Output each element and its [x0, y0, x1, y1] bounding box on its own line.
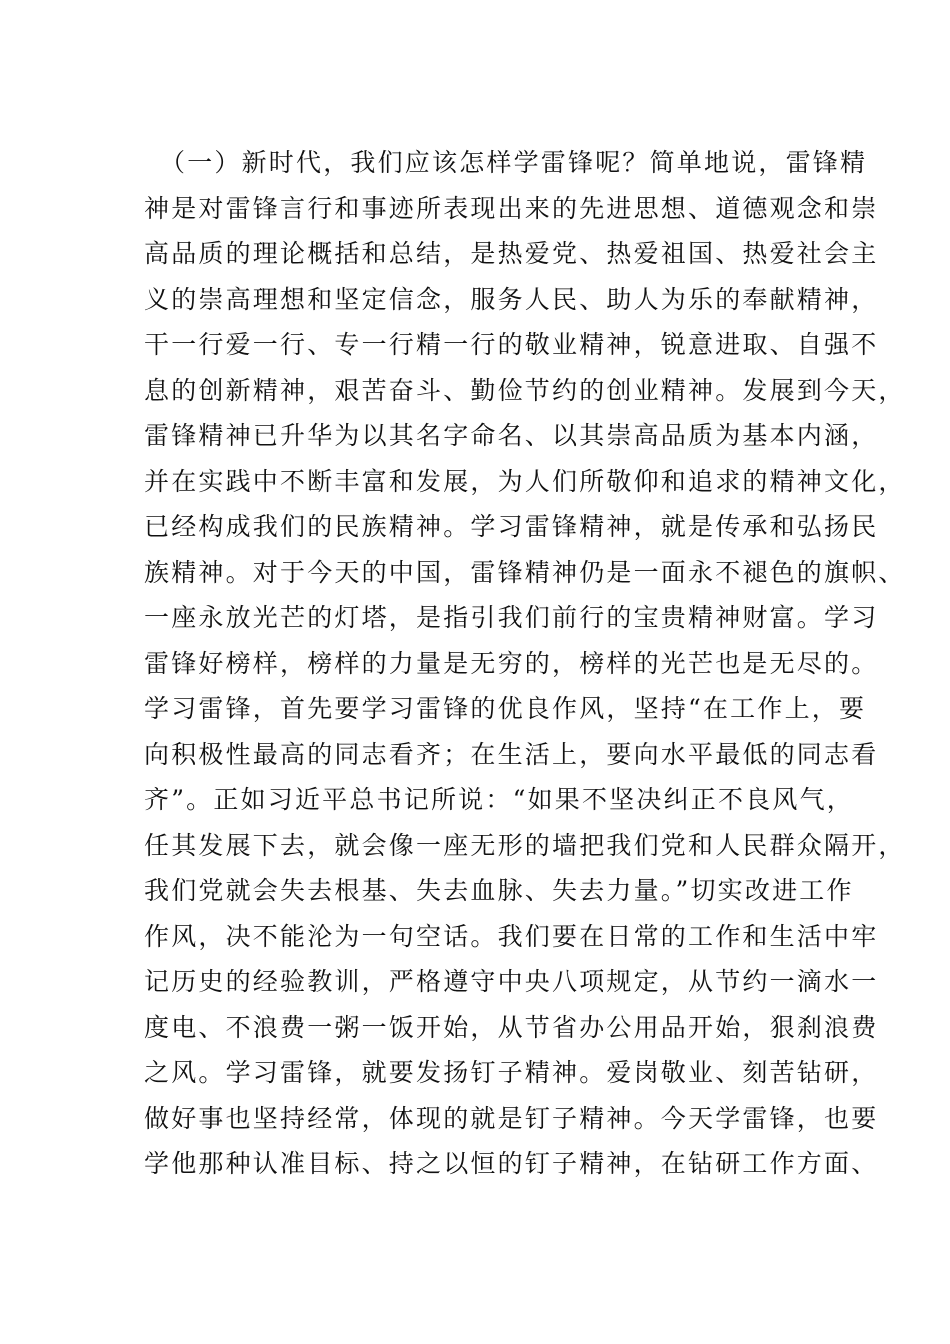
paragraph-line: 雷锋精神已升华为以其名字命名、以其崇高品质为基本内涵，: [144, 421, 879, 450]
paragraph-line: 并在实践中不断丰富和发展，为人们所敬仰和追求的精神文化，: [144, 466, 906, 496]
paragraph-line: 记历史的经验教训，严格遵守中央八项规定，从节约一滴水一: [144, 967, 879, 996]
paragraph-line: 一座永放光芒的灯塔，是指引我们前行的宝贵精神财富。学习: [144, 603, 879, 632]
paragraph-line: 族精神。对于今天的中国，雷锋精神仍是一面永不褪色的旗帜、: [144, 557, 906, 587]
paragraph-line: 雷锋好榜样，榜样的力量是无穷的，榜样的光芒也是无尽的。: [144, 648, 879, 678]
paragraph-line: 作风，决不能沦为一句空话。我们要在日常的工作和生活中牢: [144, 921, 879, 951]
paragraph-line: 息的创新精神，艰苦奋斗、勤俭节约的创业精神。发展到今天，: [144, 375, 906, 405]
paragraph-line: 义的崇高理想和坚定信念，服务人民、助人为乐的奉献精神，: [144, 284, 879, 314]
paragraph-line: 度电、不浪费一粥一饭开始，从节省办公用品开始，狠刹浪费: [144, 1012, 879, 1042]
paragraph-line: 任其发展下去，就会像一座无形的墙把我们党和人民群众隔开，: [144, 830, 906, 860]
paragraph-line: 神是对雷锋言行和事迹所表现出来的先进思想、道德观念和崇: [144, 193, 879, 223]
body-paragraph: [144, 140, 906, 1187]
paragraph-line: 我们党就会失去根基、失去血脉、失去力量。”切实改进工作: [144, 876, 854, 905]
paragraph-line: 已经构成我们的民族精神。学习雷锋精神，就是传承和弘扬民: [144, 512, 879, 541]
paragraph-line: 干一行爱一行、专一行精一行的敬业精神，锐意进取、自强不: [144, 330, 879, 359]
paragraph-line: 学习雷锋，首先要学习雷锋的优良作风，坚持“在工作上，要: [144, 694, 867, 723]
paragraph-line: 做好事也坚持经常，体现的就是钉子精神。今天学雷锋，也要: [144, 1103, 879, 1133]
paragraph-line: （一）新时代，我们应该怎样学雷锋呢？简单地说，雷锋精: [160, 148, 868, 177]
paragraph-line: 向积极性最高的同志看齐；在生活上，要向水平最低的同志看: [144, 739, 879, 769]
paragraph-line: 高品质的理论概括和总结，是热爱党、热爱祖国、热爱社会主: [144, 239, 879, 268]
paragraph-line: 学他那种认准目标、持之以恒的钉子精神，在钻研工作方面、: [144, 1149, 879, 1178]
paragraph-line: 之风。学习雷锋，就要发扬钉子精神。爱岗敬业、刻苦钻研，: [144, 1058, 879, 1087]
paragraph-line: 齐”。正如习近平总书记所说：“如果不坚决纠正不良风气，: [144, 785, 854, 814]
